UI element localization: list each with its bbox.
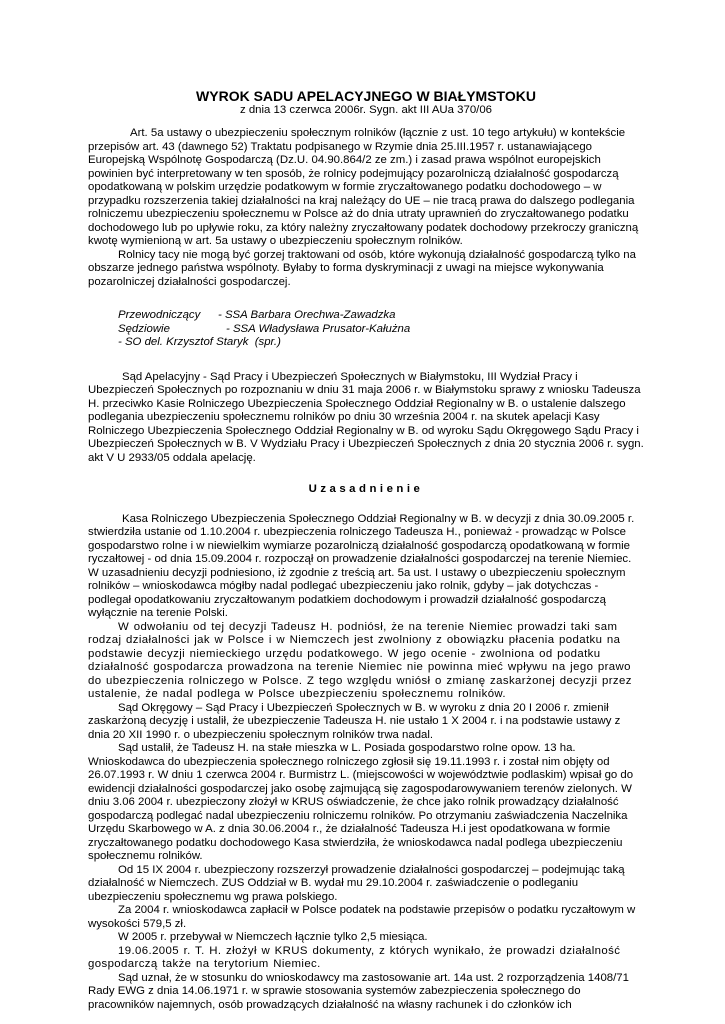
- justification-paragraph: Sąd ustalił, że Tadeusz H. na stałe mieszka w L. Posiada gospodarstwo rolne opow. 13 ha. Wnioskodawca do ubezpieczenia społecznego rolniczego zgłosił się 19.11.1993 r. i został nim objęty od 26.07.1993 r. W dniu 1 czerwca 2004 r. Burmistrz L. (miejscowości w województwie podlaskim) wpisał go do ewidencji działalności gospodarczej jako osobę zajmującą się zagospodarowywaniem terenów zielonych. W dniu 3.06 2004 r. ubezpieczony złożył w KRUS oświadczenie, że chce jako rolnik prowadzący działalność gospodarczą podlegać nadal ubezpieczeniu rolniczemu rolników. Po otrzymaniu zaświadczenia Naczelnika Urzędu Skarbowego w A. z dnia 30.06.2004 r., że działalność Tadeusza H.i jest opodatkowana w formie zryczałtowanego podatku dochodowego Kasa stwierdziła, że wnioskodawca nadal podlega ubezpieczeniu społecznemu rolników.: [88, 742, 634, 862]
- justification-paragraph: W 2005 r. przebywał w Niemczech łącznie tylko 2,5 miesiąca.: [118, 931, 428, 943]
- justification-paragraph: Od 15 IX 2004 r. ubezpieczony rozszerzył prowadzenie działalności gospodarczej – podejmując taką działalność w Niemczech. ZUS Oddział w B. wydał mu 29.10.2004 r. zaświadczenie o podleganiu ubezpieczeniu społecznemu wg prawa polskiego.: [88, 863, 625, 903]
- justification-paragraph: 19.06.2005 r. T. H. złożył w KRUS dokumenty, z których wynikało, że prowadzi działalność gospodarczą także na terytorium Niemiec.: [88, 944, 621, 970]
- justification-paragraph: Kasa Rolniczego Ubezpieczenia Społecznego Oddział Regionalny w B. w decyzji z dnia 30.09.2005 r. stwierdziła ustanie od 1.10.2004 r. ubezpieczenia rolniczego Tadeusza H., ponieważ - prowadząc w Polsce gospodarstwo rolne i w niewielkim wymiarze pozarolniczą działalność gospodarczą opodatkowaną w formie ryczałtowej - od dnia 15.09.2004 r. rozpoczął on prowadzenie działalności gospodarczej na terenie Niemiec. W uzasadnieniu decyzji podniesiono, iż zgodnie z treścią art. 5a ust. I ustawy o ubezpieczeniu społecznym rolników – wnioskodawca mógłby nadal podlegać ubezpieczeniu jako rolnik, gdyby – jak dotychczas - podlegał opodatkowaniu zryczałtowanym podatkiem dochodowym i prowadził działalność gospodarczą wyłącznie na terenie Polski.: [88, 512, 635, 619]
- presiding-role: Przewodniczący: [118, 309, 201, 321]
- judge-name: - SO del. Krzysztof Staryk (spr.): [118, 336, 281, 348]
- judge-name: - SSA Władysława Prusator-Kałużna: [226, 322, 411, 335]
- document-page: [88, 88, 644, 1012]
- document-title: WYROK SADU APELACYJNEGO W BIAŁYMSTOKU: [196, 88, 536, 104]
- panel-row-judges: [118, 323, 644, 337]
- panel-row-presiding: [118, 309, 644, 323]
- justification-heading: Uzasadnienie: [308, 483, 424, 495]
- justification-paragraph: Sąd Okręgowy – Sąd Pracy i Ubezpieczeń Społecznych w B. w wyroku z dnia 20 I 2006 r. zmienił zaskarżoną decyzję i ustalił, że ubezpieczenie Tadeusza H. nie ustało 1 X 2004 r. i na podstawie ustawy z dnia 20 XII 1990 r. o ubezpieczeniu społecznym rolników trwa nadal.: [88, 701, 621, 741]
- justification-paragraph: W odwołaniu od tej decyzji Tadeusz H. podniósł, że na terenie Niemiec prowadzi taki sam rodzaj działalności jak w Polsce i w Niemczech jest zwolniony z obowiązku płacenia podatku na podstawie decyzji niemieckiego urzędu podatkowego. W jego ocenie - zwolniona od podatku działalność gospodarcza prowadzona na terenie Niemiec nie powinna mieć wpływu na jego prawo do ubezpieczenia rolniczego w Polsce. Z tego względu wniósł o zmianę zaskarżonej decyzji przez ustalenie, że nadal podlega w Polsce ubezpieczeniu społecznemu rolników.: [88, 620, 632, 700]
- justification-paragraph: Za 2004 r. wnioskodawca zapłacił w Polsce podatek na podstawie przepisów o podatku ryczałtowym w wysokości 579,5 zł.: [88, 904, 636, 930]
- presiding-name: - SSA Barbara Orechwa-Zawadzka: [218, 309, 396, 321]
- panel-row-judge2: [118, 336, 644, 350]
- document-subtitle: z dnia 13 czerwca 2006r. Sygn. akt III AUa 370/06: [239, 104, 492, 116]
- thesis-paragraph: Art. 5a ustawy o ubezpieczeniu społecznym rolników (łącznie z ust. 10 tego artykułu) w kontekście przepisów art. 43 (dawnego 52) Traktatu podpisanego w Rzymie dnia 25.III.1957 r. ustanawiającego Europejską Wspólnotę Gospodarczą (Dz.U. 04.90.864/2 ze zm.) i zasad prawa wspólnot europejskich powinien być interpretowany w ten sposób, że rolnicy podejmujący pozarolniczą działalność gospodarczą opodatkowaną w polskim urzędzie podatkowym w formie zryczałtowanego podatku dochodowego – w przypadku rozszerzenia takiej działalności na kraj należący do UE – nie tracą prawa do dalszego podlegania rolniczemu ubezpieczeniu społecznemu w Polsce aż do dnia utraty uprawnień do zryczałtowanego podatku dochodowego lub po upływie roku, za który należny zryczałtowany podatek dochodowy przekroczy graniczną kwotę wymienioną w art. 5a ustawy o ubezpieczeniu społecznym rolników.: [88, 127, 639, 247]
- thesis-paragraph: Rolnicy tacy nie mogą być gorzej traktowani od osób, które wykonują działalność gospodarczą tylko na obszarze jednego państwa wspólnoty. Byłaby to forma dyskryminacji z uwagi na miejsce wykonywania pozarolniczej działalności gospodarczej.: [88, 248, 636, 288]
- court-panel: [118, 309, 644, 350]
- justification-paragraph: Sąd uznał, że w stosunku do wnioskodawcy ma zastosowanie art. 14a ust. 2 rozporządzenia 1408/71 Rady EWG z dnia 14.06.1971 r. w sprawie stosowania systemów zabezpieczenia społecznego do pracowników najemnych, osób prowadzących działalność na własny rachunek i do członków ich: [88, 971, 629, 1011]
- judges-role: Sędziowie: [118, 322, 170, 335]
- verdict-paragraph: Sąd Apelacyjny - Sąd Pracy i Ubezpieczeń Społecznych w Białymstoku, III Wydział Pracy i Ubezpieczeń Społecznych po rozpoznaniu w dniu 31 maja 2006 r. w Białymstoku sprawy z wniosku Tadeusza H. przeciwko Kasie Rolniczego Ubezpieczenia Społecznego Oddział Regionalny w B. o ustalenie dalszego podlegania ubezpieczeniu społecznemu rolników po dniu 30 września 2004 r. na skutek apelacji Kasy Rolniczego Ubezpieczenia Społecznego Oddział Regionalny w B. od wyroku Sądu Okręgowego Sądu Pracy i Ubezpieczeń Społecznych w B. V Wydziału Pracy i Ubezpieczeń Społecznych z dnia 20 stycznia 2006 r. sygn. akt V U 2933/05 oddala apelację.: [88, 370, 644, 464]
